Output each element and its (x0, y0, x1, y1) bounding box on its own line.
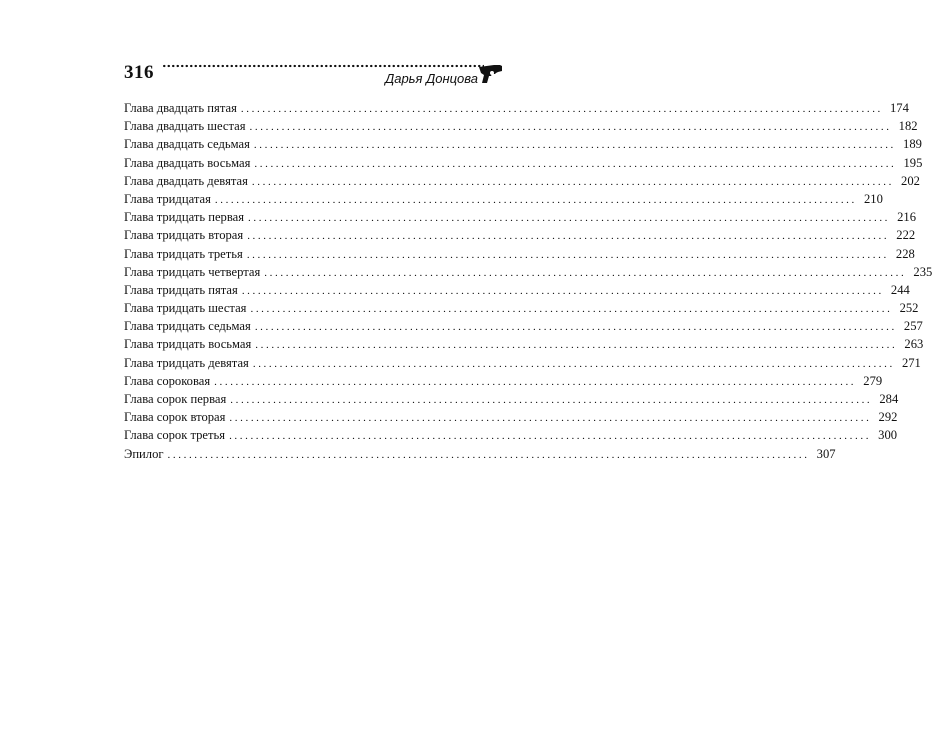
toc-entry-page: 279 (863, 373, 883, 388)
toc-entry (124, 281, 910, 299)
toc-entry (124, 172, 920, 190)
toc-entry (124, 208, 917, 226)
toc-entry (124, 245, 915, 263)
toc-entry (124, 426, 898, 444)
toc-entry (124, 335, 924, 353)
revolver-icon (476, 62, 504, 84)
toc-entry-page: 263 (904, 337, 924, 352)
toc-entry-page: 235 (913, 264, 932, 279)
toc-entry-page: 252 (899, 301, 919, 316)
toc-dot-leader: ........................................................................................................................ (246, 248, 889, 261)
toc-entry (124, 317, 923, 335)
header-dotted-rule (162, 64, 484, 68)
toc-dot-leader: ........................................................................................................................ (254, 157, 897, 170)
toc-dot-leader: ........................................................................................................................ (253, 139, 896, 152)
toc-dot-leader: ........................................................................................................................ (229, 430, 872, 443)
toc-entry-page: 257 (903, 319, 923, 334)
toc-dot-leader: ........................................................................................................................ (214, 193, 857, 206)
toc-entry (124, 445, 836, 463)
toc-entry-page: 210 (863, 191, 883, 206)
toc-entry (124, 408, 898, 426)
toc-entry-page: 174 (890, 101, 909, 115)
toc-entry-title: Глава двадцать пятая (124, 101, 237, 115)
toc-dot-leader: ........................................................................................................................ (250, 303, 893, 316)
toc-entry-page: 292 (878, 410, 898, 425)
toc-entry-title: Глава сорок третья (124, 428, 226, 443)
toc-entry-page: 182 (898, 119, 918, 134)
toc-dot-leader: ........................................................................................................................ (214, 375, 857, 388)
toc-dot-leader: ........................................................................................................................ (240, 103, 883, 115)
toc-dot-leader: ........................................................................................................................ (251, 175, 894, 188)
toc-entry (124, 299, 919, 317)
toc-entry (124, 190, 883, 208)
toc-entry-page: 244 (890, 282, 910, 297)
toc-entry-page: 202 (901, 173, 920, 188)
toc-entry-page: 300 (878, 428, 898, 443)
toc-dot-leader: ........................................................................................................................ (252, 357, 895, 370)
toc-entry-page: 284 (879, 392, 899, 406)
toc-dot-leader: ........................................................................................................................ (255, 339, 898, 352)
toc-dot-leader: ........................................................................................................................ (230, 394, 873, 406)
toc-dot-leader: ........................................................................................................................ (229, 412, 872, 425)
running-header (124, 62, 500, 88)
toc-entry-page: 271 (901, 355, 921, 370)
toc-entry-page: 222 (896, 228, 916, 243)
toc-entry (124, 135, 922, 153)
toc-entry-title: Глава тридцать вторая (124, 228, 244, 243)
toc-entry (124, 226, 916, 244)
toc-dot-leader: ........................................................................................................................ (248, 212, 891, 225)
table-of-contents (124, 99, 932, 463)
toc-dot-leader: ........................................................................................................................ (254, 321, 897, 334)
toc-entry (124, 372, 883, 390)
toc-entry (124, 390, 899, 408)
toc-entry-title: Глава двадцать шестая (124, 119, 246, 134)
toc-dot-leader: ........................................................................................................................ (167, 448, 810, 461)
toc-entry-title: Глава тридцатая (124, 191, 211, 206)
toc-entry (124, 154, 923, 172)
toc-entry (124, 263, 932, 281)
toc-entry (124, 117, 918, 135)
toc-entry (124, 99, 909, 117)
toc-entry-title: Глава тридцать первая (124, 210, 245, 225)
toc-entry-title: Глава тридцать седьмая (124, 319, 251, 334)
toc-entry-title: Глава тридцать восьмая (124, 337, 252, 352)
toc-entry-page: 216 (897, 210, 917, 225)
toc-dot-leader: ........................................................................................................................ (249, 121, 892, 134)
author-name: Дарья Донцова (385, 71, 478, 86)
toc-entry-page: 228 (895, 246, 915, 261)
toc-entry-title: Глава тридцать четвертая (124, 264, 261, 279)
toc-entry-title: Глава двадцать восьмая (124, 155, 251, 170)
toc-entry-title: Глава тридцать шестая (124, 301, 247, 316)
toc-entry-title: Глава сорок первая (124, 392, 227, 406)
toc-dot-leader: ........................................................................................................................ (264, 266, 907, 279)
toc-entry-title: Глава сороковая (124, 373, 211, 388)
page-number: 316 (124, 62, 154, 83)
toc-entry (124, 354, 921, 372)
toc-entry-page: 189 (903, 137, 922, 152)
toc-entry-title: Эпилог (124, 446, 164, 461)
toc-entry-title: Глава двадцать седьмая (124, 137, 250, 152)
toc-entry-page: 195 (903, 155, 923, 170)
toc-entry-title: Глава тридцать третья (124, 246, 243, 261)
toc-dot-leader: ........................................................................................................................ (247, 230, 890, 243)
toc-entry-title: Глава двадцать девятая (124, 173, 248, 188)
toc-dot-leader: ........................................................................................................................ (241, 284, 884, 297)
toc-entry-title: Глава сорок вторая (124, 410, 226, 425)
toc-entry-title: Глава тридцать девятая (124, 355, 249, 370)
toc-entry-page: 307 (816, 446, 836, 461)
toc-entry-title: Глава тридцать пятая (124, 282, 238, 297)
